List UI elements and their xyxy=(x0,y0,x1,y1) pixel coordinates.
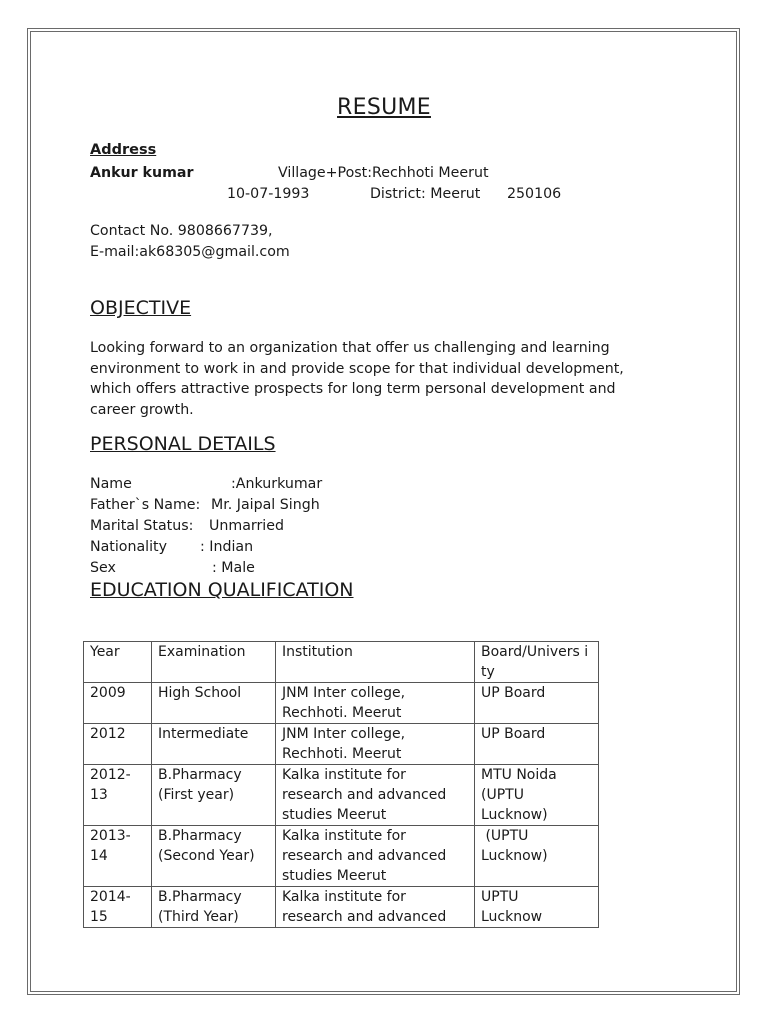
cell-institution xyxy=(276,887,475,928)
district: District: Meerut xyxy=(370,186,481,202)
cell-line: B.Pharmacy xyxy=(158,889,242,905)
personal-label-name: Name xyxy=(90,476,132,492)
cell-line: (Third Year) xyxy=(158,909,239,925)
cell-line: UPTU xyxy=(481,889,519,905)
cell-line: (UPTU xyxy=(481,828,529,844)
cell-line: MTU Noida xyxy=(481,767,557,783)
objective-line: Looking forward to an organization that offer us challenging and learning xyxy=(90,340,610,356)
cell-line: Kalka institute for xyxy=(282,889,406,905)
personal-value-name: :Ankurkumar xyxy=(231,476,323,492)
cell-institution xyxy=(276,765,475,826)
table-row xyxy=(84,765,599,826)
personal-value-sex: : Male xyxy=(212,560,255,576)
objective-line: environment to work in and provide scope for that individual development, xyxy=(90,360,624,377)
personal-value-marital: Unmarried xyxy=(209,518,284,534)
cell-line: 2013- xyxy=(90,828,131,844)
resume-title: RESUME xyxy=(337,95,431,120)
cell-board xyxy=(475,765,599,826)
cell-line: (Second Year) xyxy=(158,848,255,864)
cell-line: research and advanced xyxy=(282,909,447,925)
email-address: E-mail:ak68305@gmail.com xyxy=(90,244,290,260)
education-heading: EDUCATION QUALIFICATION xyxy=(90,579,354,601)
personal-details-heading: PERSONAL DETAILS xyxy=(90,433,276,455)
education-table xyxy=(83,641,599,928)
cell-examination xyxy=(152,724,276,765)
objective-line: which offers attractive prospects for long term personal development and xyxy=(90,381,616,397)
personal-label-father: Father`s Name: xyxy=(90,497,201,513)
cell-line: Rechhoti. Meerut xyxy=(282,705,402,721)
cell-line: (UPTU xyxy=(481,787,524,803)
cell-line: B.Pharmacy xyxy=(158,828,242,844)
cell-line: 13 xyxy=(90,787,108,803)
personal-value-father: Mr. Jaipal Singh xyxy=(211,497,320,513)
objective-heading: OBJECTIVE xyxy=(90,297,192,319)
cell-line: Rechhoti. Meerut xyxy=(282,746,402,762)
objective-paragraph xyxy=(90,338,690,420)
table-row xyxy=(84,826,599,887)
applicant-name: Ankur kumar xyxy=(90,165,194,181)
cell-line: Intermediate xyxy=(158,726,249,742)
personal-label-marital: Marital Status: xyxy=(90,518,194,534)
table-header-row xyxy=(84,642,599,683)
cell-line: Lucknow) xyxy=(481,848,548,864)
header-year: Year xyxy=(84,642,152,683)
contact-number: Contact No. 9808667739, xyxy=(90,223,273,239)
cell-board xyxy=(475,683,599,724)
header-institution: Institution xyxy=(276,642,475,683)
header-examination: Examination xyxy=(152,642,276,683)
cell-line: 2014- xyxy=(90,889,131,905)
cell-examination xyxy=(152,683,276,724)
cell-board xyxy=(475,826,599,887)
cell-line: studies Meerut xyxy=(282,868,387,884)
address-heading: Address xyxy=(90,142,157,158)
personal-label-sex: Sex xyxy=(90,560,116,576)
cell-line: Kalka institute for xyxy=(282,767,406,783)
cell-year xyxy=(84,765,152,826)
cell-year xyxy=(84,724,152,765)
cell-year xyxy=(84,887,152,928)
cell-line: UP Board xyxy=(481,685,546,701)
cell-line: Lucknow xyxy=(481,909,543,925)
cell-line: Lucknow) xyxy=(481,807,548,823)
cell-line: 2012 xyxy=(90,726,126,742)
cell-line: research and advanced xyxy=(282,787,447,803)
cell-line: 2012- xyxy=(90,767,131,783)
cell-year xyxy=(84,683,152,724)
cell-board xyxy=(475,887,599,928)
cell-line: 14 xyxy=(90,848,108,864)
cell-institution xyxy=(276,683,475,724)
objective-line: career growth. xyxy=(90,401,194,418)
cell-institution xyxy=(276,826,475,887)
table-row xyxy=(84,724,599,765)
cell-board xyxy=(475,724,599,765)
cell-line: UP Board xyxy=(481,726,546,742)
table-row xyxy=(84,683,599,724)
cell-line: research and advanced xyxy=(282,848,447,864)
cell-line: studies Meerut xyxy=(282,807,387,823)
cell-institution xyxy=(276,724,475,765)
table-row xyxy=(84,887,599,928)
pin-code: 250106 xyxy=(507,186,562,202)
personal-value-nationality: : Indian xyxy=(200,539,254,555)
cell-line: (First year) xyxy=(158,787,235,803)
cell-line: 15 xyxy=(90,909,108,925)
cell-line: JNM Inter college, xyxy=(282,726,406,742)
village-post: Village+Post:Rechhoti Meerut xyxy=(278,165,489,181)
cell-line: 2009 xyxy=(90,685,126,701)
cell-line: B.Pharmacy xyxy=(158,767,242,783)
personal-label-nationality: Nationality xyxy=(90,539,168,555)
cell-line: High School xyxy=(158,685,242,701)
date-of-birth: 10-07-1993 xyxy=(227,186,310,202)
cell-examination xyxy=(152,887,276,928)
header-board-university: Board/Univers ity xyxy=(475,642,599,683)
cell-examination xyxy=(152,765,276,826)
cell-line: JNM Inter college, xyxy=(282,685,406,701)
cell-examination xyxy=(152,826,276,887)
cell-line: Kalka institute for xyxy=(282,828,406,844)
cell-year xyxy=(84,826,152,887)
